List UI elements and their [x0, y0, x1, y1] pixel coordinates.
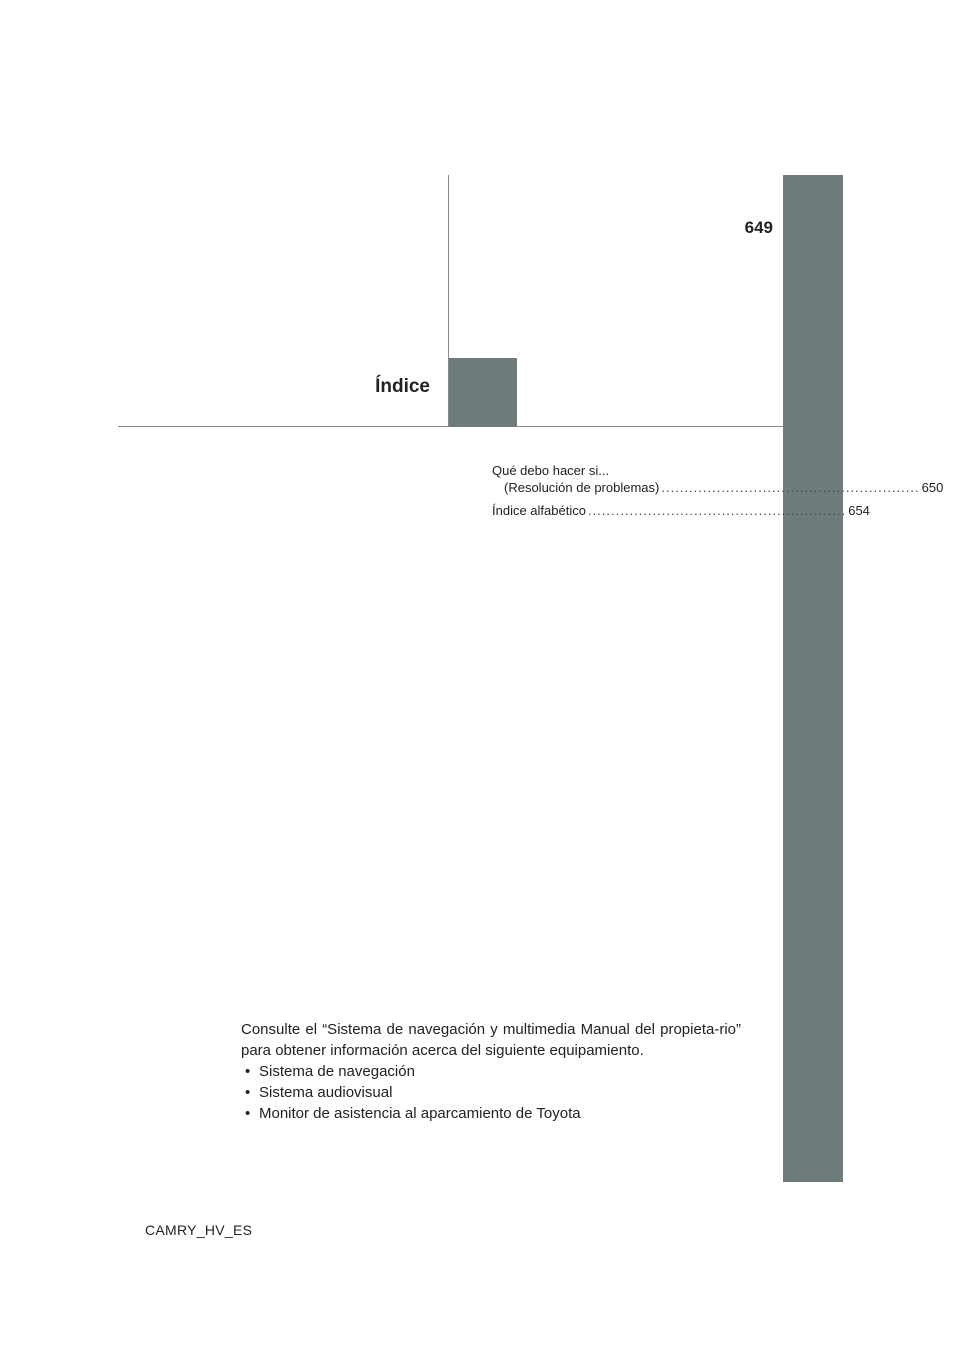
toc-entry-alphabetical-index[interactable] [492, 502, 870, 519]
table-of-contents [492, 462, 944, 525]
document-code: CAMRY_HV_ES [145, 1222, 253, 1238]
list-item [245, 1061, 741, 1082]
toc-entry-troubleshooting[interactable] [492, 462, 944, 496]
chapter-side-tab [783, 175, 843, 1182]
toc-entry-heading: Qué debo hacer si... [492, 463, 610, 478]
page-number: 649 [744, 218, 773, 237]
equipment-list [241, 1061, 741, 1124]
toc-leader-dots: ........................................................ [587, 503, 847, 518]
bullet-icon: • [245, 1084, 251, 1101]
toc-entry-label: (Resolución de problemas) [504, 480, 660, 495]
notice-block [241, 1019, 741, 1124]
list-item [245, 1082, 741, 1103]
list-item [245, 1103, 741, 1124]
toc-entry-page: 650 [921, 480, 944, 495]
toc-entry-page: 654 [848, 503, 870, 518]
notice-paragraph: Consulte el “Sistema de navegación y multimedia Manual del propieta-rio” para obtener información acerca del siguiente equipamiento. [241, 1021, 741, 1059]
list-item-text: Monitor de asistencia al aparcamiento de Toyota [259, 1105, 581, 1122]
toc-entry-label: Índice alfabético [492, 503, 586, 518]
section-title: Índice [375, 376, 430, 397]
toc-entry-row [492, 502, 870, 519]
bullet-icon: • [245, 1063, 251, 1080]
toc-leader-dots: ........................................................ [661, 480, 920, 495]
bullet-icon: • [245, 1105, 251, 1122]
toc-entry-row [492, 479, 944, 496]
list-item-text: Sistema audiovisual [259, 1084, 393, 1101]
list-item-text: Sistema de navegación [259, 1063, 415, 1080]
section-marker-block [449, 358, 517, 427]
